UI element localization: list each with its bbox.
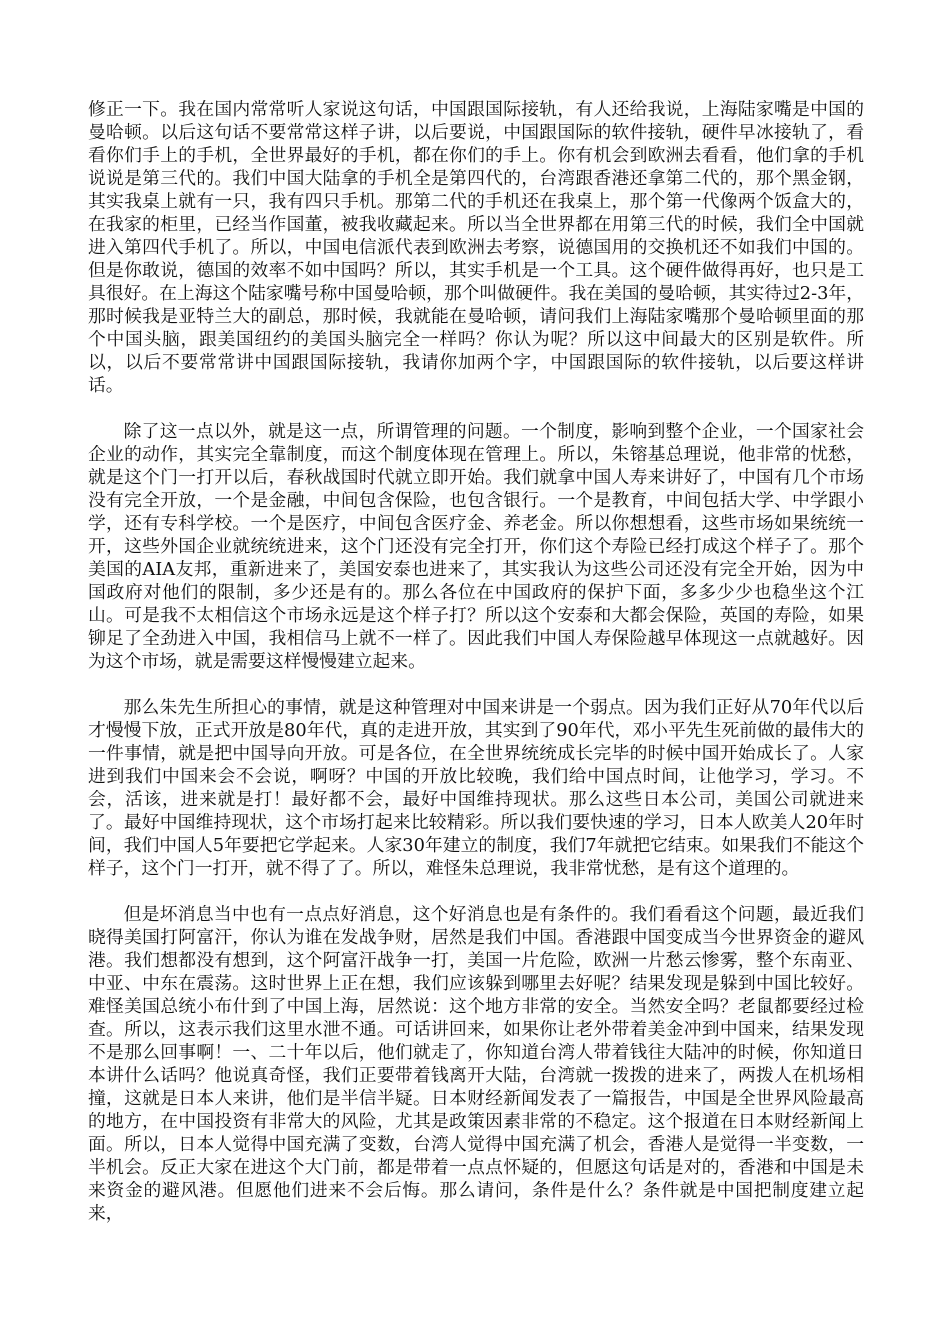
document-page: [88, 98, 864, 1225]
paragraph-1: 修正一下。我在国内常常听人家说这句话，中国跟国际接轨，有人还给我说，上海陆家嘴是中国的曼哈顿。以后这句话不要常常这样子讲，以后要说，中国跟国际的软件接轨，硬件早冰接轨了，看看你们手上的手机，全世界最好的手机，都在你们的手上。你有机会到欧洲去看看，他们拿的手机说说是第三代的。我们中国大陆拿的手机全是第四代的，台湾跟香港还拿第二代的，那个黑金钢，其实我桌上就有一只，我有四只手机。那第二代的手机还在我桌上，那个第一代像两个饭盒大的，在我家的柜里，已经当作国董，被我收藏起来。所以当全世界都在用第三代的时候，我们全中国就进入第四代手机了。所以，中国电信派代表到欧洲去考察，说德国用的交换机还不如我们中国的。但是你敢说，德国的效率不如中国吗？所以，其实手机是一个工具。这个硬件做得再好，也只是工具很好。在上海这个陆家嘴号称中国曼哈顿，那个叫做硬件。我在美国的曼哈顿，其实待过2-3年，那时候我是亚特兰大的副总，那时候，我就能在曼哈顿，请问我们上海陆家嘴那个曼哈顿里面的那个中国头脑，跟美国纽约的美国头脑完全一样吗？你认为呢？所以这中间最大的区别是软件。所以，以后不要常常讲中国跟国际接轨，我请你加两个字，中国跟国际的软件接轨，以后要这样讲话。: [88, 99, 864, 396]
paragraph-3: 那么朱先生所担心的事情，就是这种管理对中国来讲是一个弱点。因为我们正好从70年代以后才慢慢下放，正式开放是80年代，真的走进开放，其实到了90年代，邓小平先生死前做的最伟大的一件事情，就是把中国导向开放。可是各位，在全世界统统成长完毕的时候中国开始成长了。人家进到我们中国来会不会说，啊呀？中国的开放比较晚，我们给中国点时间，让他学习，学习。不会，活该，进来就是打！最好都不会，最好中国维持现状。那么这些日本公司，美国公司就进来了。最好中国维持现状，这个市场打起来比较精彩。所以我们要快速的学习，日本人欧美人20年时间，我们中国人5年要把它学起来。人家30年建立的制度，我们7年就把它结束。如果我们不能这个样子，这个门一打开，就不得了了。所以，难怪朱总理说，我非常忧愁，是有这个道理的。: [88, 697, 864, 879]
paragraph-2: 除了这一点以外，就是这一点，所谓管理的问题。一个制度，影响到整个企业，一个国家社会企业的动作，其实完全靠制度，而这个制度体现在管理上。所以，朱镕基总理说，他非常的忧愁，就是这个门一打开以后，春秋战国时代就立即开始。我们就拿中国人寿来讲好了，中国有几个市场没有完全开放，一个是金融，中间包含保险，也包含银行。一个是教育，中间包括大学、中学跟小学，还有专科学校。一个是医疗，中间包含医疗金、养老金。所以你想想看，这些市场如果统统一开，这些外国企业就统统进来，这个门还没有完全打开，你们这个寿险已经打成这个样子了。那个美国的AIA友邦，重新进来了，美国安泰也进来了，其实我认为这些公司还没有完全开始，因为中国政府对他们的限制，多少还是有的。那么各位在中国政府的保护下面，多多少少也稳坐这个江山。可是我不太相信这个市场永远是这个样子打？所以这个安泰和大都会保险，英国的寿险，如果铆足了全劲进入中国，我相信马上就不一样了。因此我们中国人寿保险越早体现这一点就越好。因为这个市场，就是需要这样慢慢建立起来。: [88, 421, 864, 672]
paragraph-4: 但是坏消息当中也有一点点好消息，这个好消息也是有条件的。我们看看这个问题，最近我们晓得美国打阿富汗，你认为谁在发战争财，居然是我们中国。香港跟中国变成当今世界资金的避风港。我们想都没有想到，这个阿富汗战争一打，美国一片危险，欧洲一片愁云惨雾，整个东南亚、中亚、中东在震荡。这时世界上正在想，我们应该躲到哪里去好呢？结果发现是躲到中国比较好。难怪美国总统小布什到了中国上海，居然说：这个地方非常的安全。当然安全吗？老鼠都要经过检查。所以，这表示我们这里水泄不通。可话讲回来，如果你让老外带着美金冲到中国来，结果发现不是那么回事啊！一、二十年以后，他们就走了，你知道台湾人带着钱往大陆冲的时候，你知道日本讲什么话吗？他说真奇怪，我们正要带着钱离开大陆，台湾就一拨拨的进来了，两拨人在机场相撞，这就是日本人来讲，他们是半信半疑。日本财经新闻发表了一篇报告，中国是全世界风险最高的地方，在中国投资有非常大的风险，尤其是政策因素非常的不稳定。这个报道在日本财经新闻上面。所以，日本人觉得中国充满了变数，台湾人觉得中国充满了机会，香港人是觉得一半变数，一半机会。反正大家在进这个大门前，都是带着一点点怀疑的，但愿这句话是对的，香港和中国是未来资金的避风港。但愿他们进来不会后悔。那么请问，条件是什么？条件就是中国把制度建立起来，: [88, 904, 864, 1224]
